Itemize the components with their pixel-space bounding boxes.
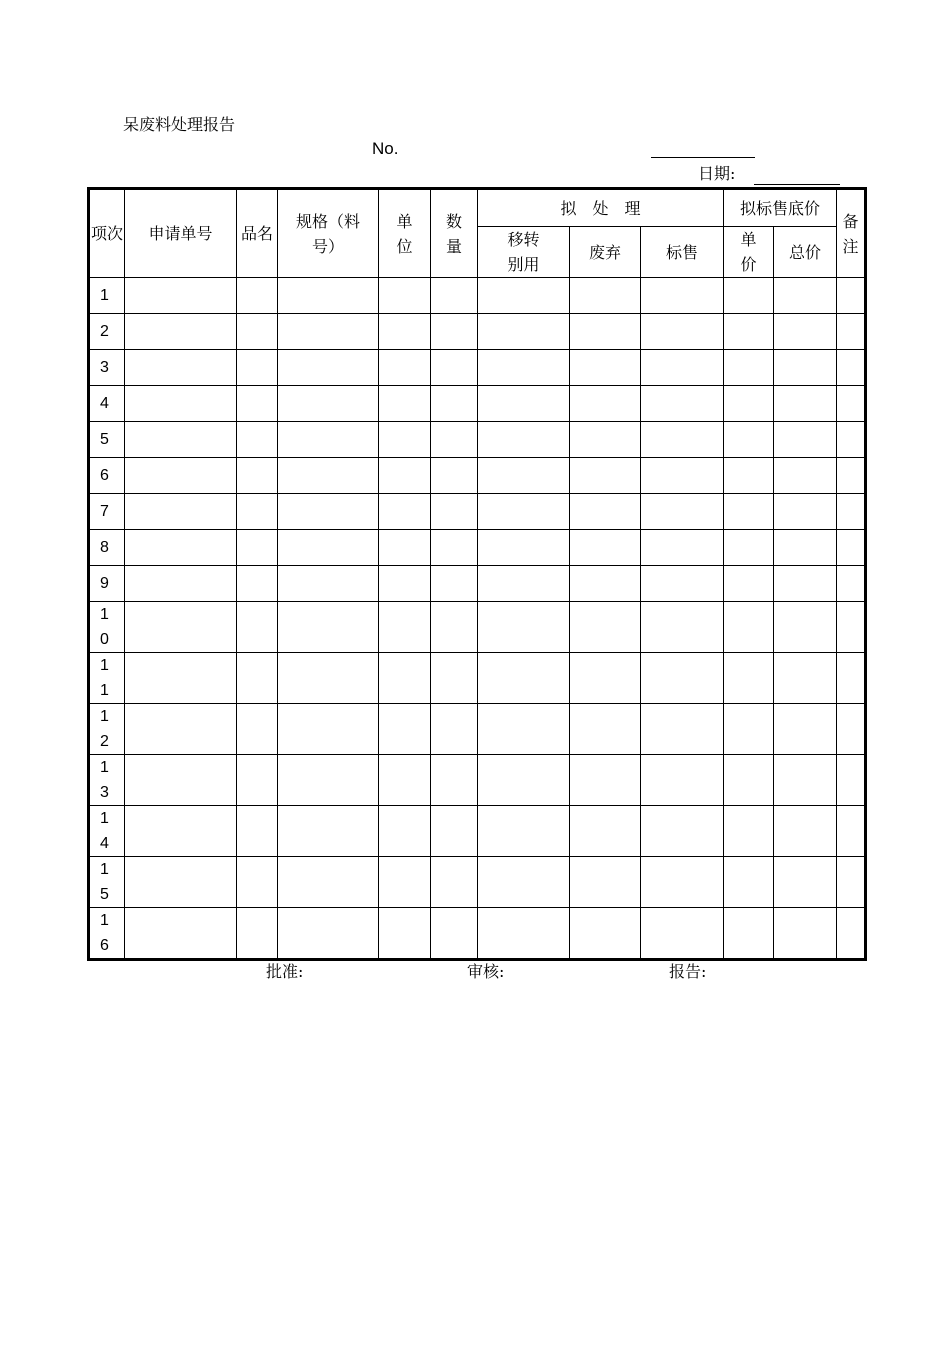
table-cell[interactable] [379, 806, 431, 857]
table-cell[interactable] [570, 653, 641, 704]
table-cell[interactable] [278, 458, 379, 494]
table-cell[interactable] [379, 530, 431, 566]
table-cell[interactable] [379, 350, 431, 386]
table-cell[interactable] [724, 755, 774, 806]
table-cell[interactable] [278, 704, 379, 755]
table-cell[interactable] [125, 530, 237, 566]
table-cell[interactable] [478, 278, 570, 314]
table-cell[interactable] [431, 530, 478, 566]
table-cell[interactable] [724, 857, 774, 908]
table-cell[interactable] [379, 602, 431, 653]
table-cell[interactable] [237, 566, 278, 602]
table-cell[interactable] [837, 530, 866, 566]
table-cell[interactable] [431, 602, 478, 653]
table-cell[interactable] [774, 908, 837, 960]
table-cell[interactable] [774, 278, 837, 314]
table-cell[interactable] [278, 602, 379, 653]
table-cell[interactable] [478, 653, 570, 704]
table-cell[interactable] [125, 386, 237, 422]
item-number-cell: 8 [89, 530, 125, 566]
header-total-price: 总价 [774, 227, 837, 278]
table-cell[interactable] [125, 458, 237, 494]
table-cell[interactable] [237, 386, 278, 422]
table-cell[interactable] [379, 494, 431, 530]
table-cell[interactable] [379, 386, 431, 422]
review-label: 审核: [467, 962, 505, 981]
table-cell[interactable] [641, 314, 724, 350]
table-row [89, 530, 866, 566]
table-cell[interactable] [431, 386, 478, 422]
table-cell[interactable] [570, 458, 641, 494]
header-unit: 单位 [379, 189, 431, 278]
table-cell[interactable] [125, 755, 237, 806]
report-label: 报告: [669, 962, 707, 981]
table-cell[interactable] [570, 806, 641, 857]
table-cell[interactable] [570, 494, 641, 530]
table-cell[interactable] [724, 494, 774, 530]
table-cell[interactable] [774, 350, 837, 386]
table-cell[interactable] [774, 704, 837, 755]
table-cell[interactable] [837, 458, 866, 494]
table-row [89, 494, 866, 530]
table-cell[interactable] [641, 806, 724, 857]
header-product-name: 品名 [237, 189, 278, 278]
approve-label: 批准: [266, 962, 304, 981]
table-cell[interactable] [379, 755, 431, 806]
table-cell[interactable] [431, 755, 478, 806]
header-item-no: 项次 [89, 189, 125, 278]
table-cell[interactable] [478, 806, 570, 857]
item-number-cell: 13 [89, 755, 125, 806]
table-cell[interactable] [431, 314, 478, 350]
table-cell[interactable] [125, 653, 237, 704]
table-cell[interactable] [125, 806, 237, 857]
table-cell[interactable] [478, 704, 570, 755]
table-cell[interactable] [641, 908, 724, 960]
table-row [89, 653, 866, 704]
table-cell[interactable] [237, 422, 278, 458]
table-row [89, 602, 866, 653]
table-cell[interactable] [237, 494, 278, 530]
table-row [89, 386, 866, 422]
table-cell[interactable] [379, 908, 431, 960]
table-cell[interactable] [431, 350, 478, 386]
table-cell[interactable] [379, 458, 431, 494]
table-cell[interactable] [278, 653, 379, 704]
table-cell[interactable] [774, 494, 837, 530]
table-cell[interactable] [837, 314, 866, 350]
table-cell[interactable] [724, 704, 774, 755]
table-cell[interactable] [431, 857, 478, 908]
table-cell[interactable] [379, 278, 431, 314]
table-cell[interactable] [774, 755, 837, 806]
table-cell[interactable] [641, 422, 724, 458]
table-cell[interactable] [237, 908, 278, 960]
table-cell[interactable] [724, 422, 774, 458]
table-cell[interactable] [125, 857, 237, 908]
table-cell[interactable] [278, 857, 379, 908]
table-cell[interactable] [837, 806, 866, 857]
table-cell[interactable] [478, 602, 570, 653]
table-cell[interactable] [431, 422, 478, 458]
table-cell[interactable] [278, 908, 379, 960]
table-cell[interactable] [278, 386, 379, 422]
table-cell[interactable] [431, 908, 478, 960]
table-cell[interactable] [641, 857, 724, 908]
table-cell[interactable] [774, 566, 837, 602]
table-cell[interactable] [837, 278, 866, 314]
scrap-report-table [87, 187, 867, 961]
table-cell[interactable] [278, 278, 379, 314]
table-cell[interactable] [278, 314, 379, 350]
table-cell[interactable] [379, 704, 431, 755]
table-cell[interactable] [379, 653, 431, 704]
table-cell[interactable] [570, 704, 641, 755]
table-cell[interactable] [278, 755, 379, 806]
date-label: 日期: [698, 164, 736, 183]
table-cell[interactable] [237, 458, 278, 494]
table-cell[interactable] [774, 653, 837, 704]
table-cell[interactable] [478, 566, 570, 602]
table-cell[interactable] [570, 857, 641, 908]
item-number-cell: 4 [89, 386, 125, 422]
table-cell[interactable] [478, 908, 570, 960]
table-cell[interactable] [237, 602, 278, 653]
table-cell[interactable] [125, 422, 237, 458]
document-title: 呆废料处理报告 [123, 115, 236, 134]
item-number-cell: 2 [89, 314, 125, 350]
table-row [89, 314, 866, 350]
table-cell[interactable] [641, 458, 724, 494]
table-cell[interactable] [570, 908, 641, 960]
table-cell[interactable] [641, 653, 724, 704]
header-quantity: 数量 [431, 189, 478, 278]
table-row [89, 908, 866, 960]
item-number-cell: 14 [89, 806, 125, 857]
table-cell[interactable] [774, 857, 837, 908]
item-number-cell: 15 [89, 857, 125, 908]
date-blank-line [754, 184, 840, 185]
table-cell[interactable] [837, 422, 866, 458]
table-cell[interactable] [278, 350, 379, 386]
item-number-cell: 7 [89, 494, 125, 530]
table-cell[interactable] [431, 458, 478, 494]
table-cell[interactable] [641, 566, 724, 602]
table-cell[interactable] [724, 806, 774, 857]
table-cell[interactable] [237, 857, 278, 908]
table-cell[interactable] [724, 566, 774, 602]
table-cell[interactable] [724, 458, 774, 494]
table-cell[interactable] [570, 314, 641, 350]
table-cell[interactable] [837, 653, 866, 704]
table-cell[interactable] [379, 566, 431, 602]
table-cell[interactable] [125, 602, 237, 653]
table-cell[interactable] [837, 704, 866, 755]
table-cell[interactable] [837, 602, 866, 653]
table-cell[interactable] [478, 494, 570, 530]
table-cell[interactable] [237, 350, 278, 386]
table-cell[interactable] [641, 494, 724, 530]
table-cell[interactable] [641, 755, 724, 806]
table-cell[interactable] [278, 530, 379, 566]
table-cell[interactable] [125, 314, 237, 350]
table-cell[interactable] [478, 755, 570, 806]
table-cell[interactable] [478, 458, 570, 494]
table-cell[interactable] [641, 350, 724, 386]
table-cell[interactable] [237, 530, 278, 566]
table-cell[interactable] [478, 530, 570, 566]
table-row [89, 755, 866, 806]
table-row [89, 566, 866, 602]
table-cell[interactable] [837, 350, 866, 386]
item-number-cell: 10 [89, 602, 125, 653]
table-row [89, 704, 866, 755]
table-cell[interactable] [125, 494, 237, 530]
table-row [89, 857, 866, 908]
table-cell[interactable] [724, 530, 774, 566]
table-cell[interactable] [837, 494, 866, 530]
table-cell[interactable] [570, 602, 641, 653]
table-cell[interactable] [774, 530, 837, 566]
table-cell[interactable] [478, 350, 570, 386]
table-cell[interactable] [774, 314, 837, 350]
table-cell[interactable] [278, 566, 379, 602]
table-cell[interactable] [641, 386, 724, 422]
table-cell[interactable] [641, 530, 724, 566]
table-cell[interactable] [570, 350, 641, 386]
header-scrap: 废弃 [570, 227, 641, 278]
header-unit-price: 单价 [724, 227, 774, 278]
header-proposed-handling: 拟 处 理 [478, 189, 724, 227]
table-cell[interactable] [774, 422, 837, 458]
table-cell[interactable] [724, 386, 774, 422]
table-cell[interactable] [379, 314, 431, 350]
table-cell[interactable] [278, 806, 379, 857]
table-cell[interactable] [379, 857, 431, 908]
table-cell[interactable] [237, 704, 278, 755]
table-cell[interactable] [724, 602, 774, 653]
table-cell[interactable] [237, 278, 278, 314]
table-cell[interactable] [237, 806, 278, 857]
table-cell[interactable] [125, 908, 237, 960]
table-cell[interactable] [431, 566, 478, 602]
item-number-cell: 9 [89, 566, 125, 602]
item-number-cell: 3 [89, 350, 125, 386]
table-cell[interactable] [478, 386, 570, 422]
table-cell[interactable] [570, 566, 641, 602]
table-cell[interactable] [724, 350, 774, 386]
table-cell[interactable] [724, 653, 774, 704]
table-cell[interactable] [570, 530, 641, 566]
table-cell[interactable] [774, 806, 837, 857]
table-cell[interactable] [641, 602, 724, 653]
table-cell[interactable] [724, 314, 774, 350]
header-tender-sale: 标售 [641, 227, 724, 278]
table-cell[interactable] [641, 278, 724, 314]
table-cell[interactable] [837, 386, 866, 422]
item-number-cell: 6 [89, 458, 125, 494]
table-cell[interactable] [774, 386, 837, 422]
table-cell[interactable] [478, 422, 570, 458]
table-cell[interactable] [431, 653, 478, 704]
item-number-cell: 12 [89, 704, 125, 755]
table-cell[interactable] [837, 908, 866, 960]
table-row [89, 458, 866, 494]
table-cell[interactable] [125, 278, 237, 314]
item-number-cell: 11 [89, 653, 125, 704]
table-row [89, 422, 866, 458]
table-cell[interactable] [724, 908, 774, 960]
number-blank-line [651, 157, 755, 158]
table-cell[interactable] [278, 422, 379, 458]
table-cell[interactable] [724, 278, 774, 314]
header-tender-base-price: 拟标售底价 [724, 189, 837, 227]
table-cell[interactable] [431, 704, 478, 755]
number-label: No. [372, 139, 399, 158]
table-cell[interactable] [278, 494, 379, 530]
table-cell[interactable] [379, 422, 431, 458]
table-cell[interactable] [570, 422, 641, 458]
table-cell[interactable] [570, 278, 641, 314]
header-request-no: 申请单号 [125, 189, 237, 278]
table-cell[interactable] [431, 278, 478, 314]
header-transfer-use: 移转别用 [478, 227, 570, 278]
table-cell[interactable] [837, 755, 866, 806]
item-number-cell: 16 [89, 908, 125, 960]
table-cell[interactable] [125, 704, 237, 755]
table-cell[interactable] [237, 314, 278, 350]
table-cell[interactable] [570, 755, 641, 806]
item-number-cell: 5 [89, 422, 125, 458]
table-cell[interactable] [125, 350, 237, 386]
table-row [89, 806, 866, 857]
table-cell[interactable] [641, 704, 724, 755]
table-row [89, 350, 866, 386]
header-remarks: 备注 [837, 189, 866, 278]
item-number-cell: 1 [89, 278, 125, 314]
table-cell[interactable] [570, 386, 641, 422]
table-cell[interactable] [478, 314, 570, 350]
table-row [89, 278, 866, 314]
table-cell[interactable] [125, 566, 237, 602]
table-cell[interactable] [837, 857, 866, 908]
table-cell[interactable] [837, 566, 866, 602]
table-cell[interactable] [237, 653, 278, 704]
table-cell[interactable] [237, 755, 278, 806]
header-spec: 规格（料号） [278, 189, 379, 278]
table-cell[interactable] [431, 494, 478, 530]
table-cell[interactable] [478, 857, 570, 908]
table-cell[interactable] [774, 602, 837, 653]
table-cell[interactable] [774, 458, 837, 494]
table-cell[interactable] [431, 806, 478, 857]
